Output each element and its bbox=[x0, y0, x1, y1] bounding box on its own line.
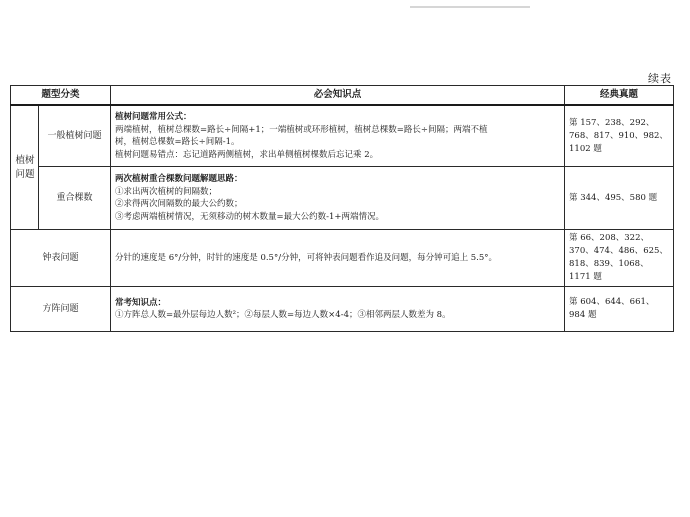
category-cell: 一般植树问题 bbox=[39, 105, 111, 167]
knowledge-line: ①求出两次植树的间隔数； bbox=[115, 186, 218, 197]
knowledge-table bbox=[10, 85, 674, 332]
column-header-category: 题型分类 bbox=[11, 86, 111, 106]
table-row bbox=[11, 105, 674, 167]
category-cell: 钟表问题 bbox=[11, 230, 111, 287]
knowledge-line: ③考虑两端植树情况，无须移动的树木数量=最大公约数-1+两端情况。 bbox=[115, 211, 385, 222]
group-cell bbox=[11, 105, 39, 230]
continued-label: 续表 bbox=[648, 72, 672, 85]
table-row bbox=[11, 167, 674, 230]
table-row bbox=[11, 230, 674, 287]
knowledge-cell bbox=[111, 287, 565, 332]
questions-cell: 第 344、495、580 题 bbox=[565, 167, 674, 230]
questions-cell: 第 66、208、322、370、474、486、625、818、839、1068、1171 题 bbox=[565, 230, 674, 287]
knowledge-title: 两次植树重合棵数问题解题思路： bbox=[115, 174, 243, 184]
knowledge-title: 植树问题常用公式： bbox=[115, 112, 192, 122]
questions-cell: 第 157、238、292、768、817、910、982、1102 题 bbox=[565, 105, 674, 167]
questions-cell: 第 604、644、661、984 题 bbox=[565, 287, 674, 332]
category-cell: 方阵问题 bbox=[11, 287, 111, 332]
scan-artifact bbox=[410, 6, 530, 8]
knowledge-cell bbox=[111, 230, 565, 287]
table-header-row bbox=[11, 86, 674, 106]
knowledge-line: 树，植树总棵数=路长÷间隔-1。 bbox=[115, 137, 240, 147]
column-header-knowledge: 必会知识点 bbox=[111, 86, 565, 106]
knowledge-line: ①方阵总人数=最外层每边人数²；②每层人数=每边人数×4-4；③相邻两层人数差为 8。 bbox=[115, 310, 451, 320]
knowledge-line: 分针的速度是 6°/分钟，时针的速度是 0.5°/分钟，可将钟表问题看作追及问题，每分钟可追上 5.5°。 bbox=[115, 252, 498, 263]
knowledge-title: 常考知识点： bbox=[115, 297, 167, 308]
category-cell: 重合棵数 bbox=[39, 167, 111, 230]
knowledge-cell bbox=[111, 167, 565, 230]
knowledge-line: ②求得两次间隔数的最大公约数； bbox=[115, 199, 243, 209]
table-row bbox=[11, 287, 674, 332]
column-header-questions: 经典真题 bbox=[565, 86, 674, 106]
knowledge-line: 两端植树，植树总棵数=路长÷间隔+1；一端植树或环形植树，植树总棵数=路长÷间隔；两端不植 bbox=[115, 124, 488, 135]
group-label: 植树问题 bbox=[15, 154, 35, 180]
knowledge-line: 植树问题易错点：忘记道路两侧植树，求出单侧植树棵数后忘记乘 2。 bbox=[115, 149, 379, 160]
knowledge-cell bbox=[111, 105, 565, 167]
